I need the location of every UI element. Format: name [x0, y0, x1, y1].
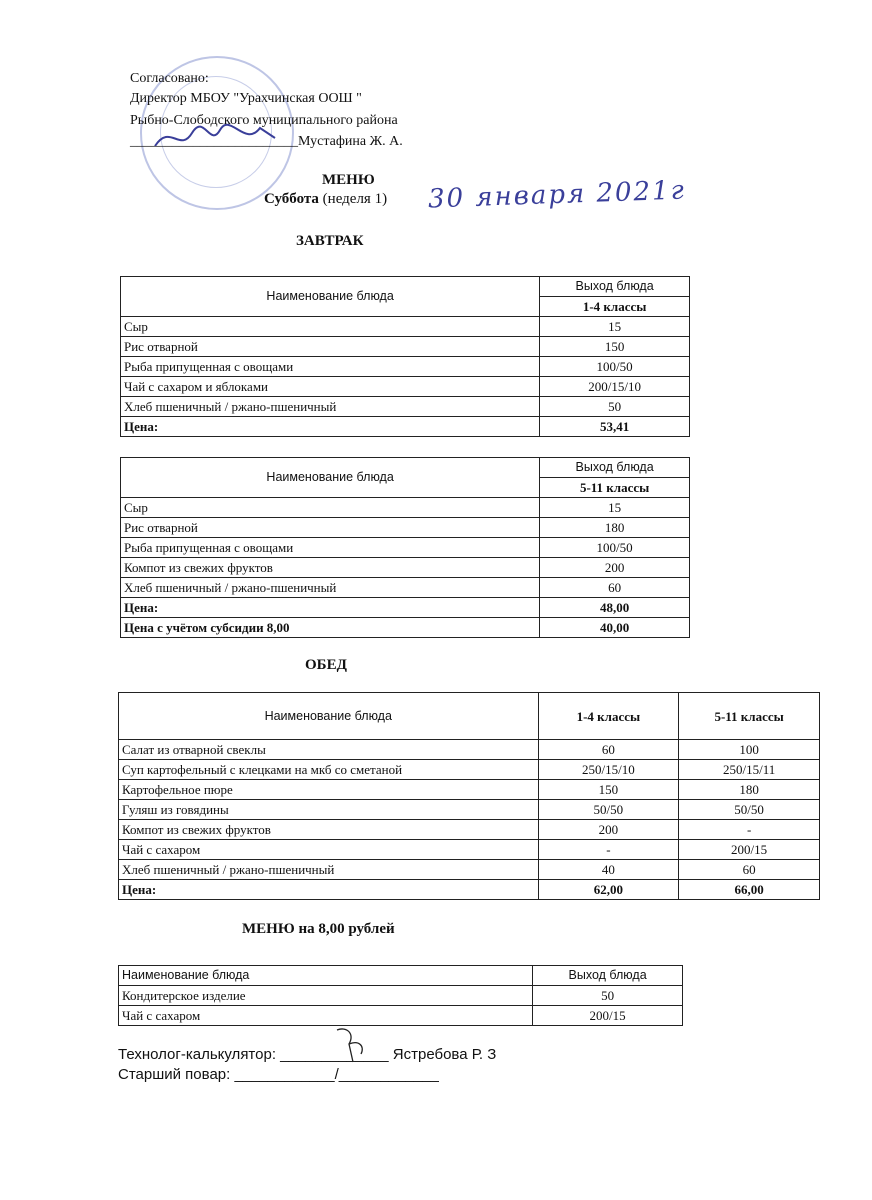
- dish-output: 15: [540, 317, 690, 337]
- technologist-signature: [325, 1024, 385, 1068]
- dish-output-a: 40: [538, 860, 679, 880]
- price-row: [119, 880, 820, 900]
- price-value-a: 62,00: [538, 880, 679, 900]
- director-line: Директор МБОУ "Урахчинская ООШ ": [130, 91, 362, 106]
- subsidy-value: 40,00: [540, 618, 690, 638]
- col-grade-header: 5-11 классы: [540, 478, 690, 498]
- dish-output: 150: [540, 337, 690, 357]
- price-label: Цена:: [121, 417, 540, 437]
- col-grade-b-header: 5-11 классы: [679, 693, 820, 740]
- dish-output: 180: [540, 518, 690, 538]
- subsidy-row: [121, 618, 690, 638]
- dish-name: Кондитерское изделие: [119, 986, 533, 1006]
- dish-output-b: 180: [679, 780, 820, 800]
- price-value: 48,00: [540, 598, 690, 618]
- dish-output: 200: [540, 558, 690, 578]
- section-lunch: ОБЕД: [305, 657, 347, 673]
- table-row: [121, 578, 690, 598]
- table-row: [121, 317, 690, 337]
- chef-line: Старший повар: ____________/____________: [118, 1066, 439, 1083]
- col-output-header: Выход блюда: [533, 966, 683, 986]
- dish-name: Рыба припущенная с овощами: [121, 357, 540, 377]
- price-value: 53,41: [540, 417, 690, 437]
- dish-name: Хлеб пшеничный / ржано-пшеничный: [119, 860, 539, 880]
- col-name-header: Наименование блюда: [121, 277, 540, 317]
- table-row: [119, 760, 820, 780]
- price-value-b: 66,00: [679, 880, 820, 900]
- handwritten-date: 30 января 2021г: [427, 175, 687, 215]
- dish-output-b: 60: [679, 860, 820, 880]
- col-output-header: Выход блюда: [540, 458, 690, 478]
- dish-name: Сыр: [121, 317, 540, 337]
- page-title: МЕНЮ: [322, 172, 375, 188]
- table-row: [119, 1006, 683, 1026]
- dish-output-a: 60: [538, 740, 679, 760]
- table-row: [121, 518, 690, 538]
- col-grade-header: 1-4 классы: [540, 297, 690, 317]
- lunch-table: [118, 692, 820, 900]
- dish-output: 60: [540, 578, 690, 598]
- dish-name: Рис отварной: [121, 337, 540, 357]
- dish-output: 50: [533, 986, 683, 1006]
- price-label: Цена:: [121, 598, 540, 618]
- section-breakfast: ЗАВТРАК: [296, 233, 364, 249]
- dish-name: Картофельное пюре: [119, 780, 539, 800]
- dish-name: Рыба припущенная с овощами: [121, 538, 540, 558]
- dish-name: Суп картофельный с клецками на мкб со сметаной: [119, 760, 539, 780]
- page-subtitle: [264, 191, 387, 208]
- dish-name: Чай с сахаром: [119, 1006, 533, 1026]
- table-row: [121, 558, 690, 578]
- col-grade-a-header: 1-4 классы: [538, 693, 679, 740]
- dish-output-b: 100: [679, 740, 820, 760]
- subtitle-week: (неделя 1): [318, 191, 388, 207]
- breakfast-table-5-11: [120, 457, 690, 638]
- col-name-header: Наименование блюда: [119, 693, 539, 740]
- table-row: [119, 860, 820, 880]
- menu-8-table: [118, 965, 683, 1026]
- dish-output-b: 200/15: [679, 840, 820, 860]
- table-row: [119, 800, 820, 820]
- table-row: [121, 377, 690, 397]
- dish-name: Рис отварной: [121, 518, 540, 538]
- table-row: [121, 337, 690, 357]
- dish-output-b: -: [679, 820, 820, 840]
- dish-name: Компот из свежих фруктов: [121, 558, 540, 578]
- subsidy-label: Цена с учётом субсидии 8,00: [121, 618, 540, 638]
- dish-output: 100/50: [540, 538, 690, 558]
- dish-name: Хлеб пшеничный / ржано-пшеничный: [121, 397, 540, 417]
- subtitle-day: Суббота: [264, 191, 319, 207]
- district-line: Рыбно-Слободского муниципального района: [130, 113, 398, 128]
- dish-output-a: 200: [538, 820, 679, 840]
- breakfast-table-1-4: [120, 276, 690, 437]
- dish-name: Компот из свежих фруктов: [119, 820, 539, 840]
- col-name-header: Наименование блюда: [121, 458, 540, 498]
- section-menu-8: МЕНЮ на 8,00 рублей: [242, 921, 395, 937]
- dish-name: Сыр: [121, 498, 540, 518]
- col-output-header: Выход блюда: [540, 277, 690, 297]
- table-row: [121, 397, 690, 417]
- dish-output-b: 250/15/11: [679, 760, 820, 780]
- technologist-line: Технолог-калькулятор: _____________ Ястребова Р. З: [118, 1046, 497, 1063]
- col-name-header: Наименование блюда: [119, 966, 533, 986]
- dish-output: 200/15: [533, 1006, 683, 1026]
- dish-output-a: -: [538, 840, 679, 860]
- table-row: [119, 986, 683, 1006]
- table-row: [121, 498, 690, 518]
- price-row: [121, 598, 690, 618]
- dish-output-a: 50/50: [538, 800, 679, 820]
- table-row: [121, 538, 690, 558]
- signer-line: ________________________Мустафина Ж. А.: [130, 134, 403, 149]
- price-row: [121, 417, 690, 437]
- table-row: [119, 820, 820, 840]
- table-row: [119, 740, 820, 760]
- table-row: [119, 780, 820, 800]
- dish-output: 50: [540, 397, 690, 417]
- dish-output: 15: [540, 498, 690, 518]
- dish-output: 200/15/10: [540, 377, 690, 397]
- dish-name: Гуляш из говядины: [119, 800, 539, 820]
- dish-output: 100/50: [540, 357, 690, 377]
- dish-name: Чай с сахаром: [119, 840, 539, 860]
- table-row: [119, 840, 820, 860]
- approved-label: Согласовано:: [130, 71, 209, 86]
- dish-output-b: 50/50: [679, 800, 820, 820]
- table-row: [121, 357, 690, 377]
- dish-output-a: 250/15/10: [538, 760, 679, 780]
- dish-name: Салат из отварной свеклы: [119, 740, 539, 760]
- dish-name: Чай с сахаром и яблоками: [121, 377, 540, 397]
- dish-name: Хлеб пшеничный / ржано-пшеничный: [121, 578, 540, 598]
- price-label: Цена:: [119, 880, 539, 900]
- dish-output-a: 150: [538, 780, 679, 800]
